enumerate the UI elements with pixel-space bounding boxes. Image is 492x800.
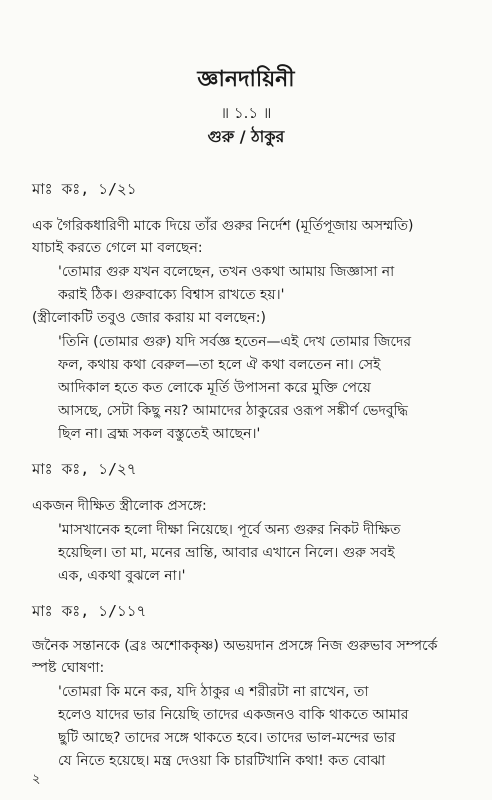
quote-line: ছুটি আছে? তাদের সঙ্গে থাকতে হবে। তাদের ভাল-মন্দের ভার bbox=[58, 730, 396, 746]
quote-line: 'তোমার গুরু যখন বলেছেন, তখন ওকথা আমায় জিজ্ঞাসা না bbox=[58, 264, 395, 280]
quote-line: করাই ঠিক। গুরুবাক্যে বিশ্বাস রাখতে হয়।' bbox=[58, 287, 285, 303]
text-line: এক গৈরিকধারিণী মাকে দিয়ে তাঁর গুরুর নির্দেশ (মূর্তিপূজায় অসম্মতি) bbox=[32, 218, 414, 234]
quote-line: যে নিতে হয়েছে। মন্ত্র দেওয়া কি চারটিখানি কথা! কত বোঝা bbox=[58, 753, 386, 769]
quote-line: এক, একথা বুঝলে না।' bbox=[58, 568, 186, 584]
text-line: (স্ত্রীলোকটি তবুও জোর করায় মা বলছেন:) bbox=[32, 310, 266, 326]
section-subtitle: গুরু / ঠাকুর bbox=[207, 127, 285, 146]
quote-line: ফল, কথায় কথা বেরুল—তা হলে ঐ কথা বলতেন না। সেই bbox=[58, 357, 381, 373]
reference-label: মাঃ কঃ, ১/২৭ bbox=[32, 460, 137, 478]
reference-label: মাঃ কঃ, ১/১১৭ bbox=[32, 602, 147, 620]
quote-line: ছিল না। ব্রহ্ম সকল বস্তুতেই আছেন।' bbox=[58, 426, 261, 442]
quote-line: 'তিনি (তোমার গুরু) যদি সর্বজ্ঞ হতেন—এই দেখ তোমার জিদের bbox=[58, 334, 412, 350]
quote-line: 'মাসখানেক হলো দীক্ষা নিয়েছে। পূর্বে অন্য গুরুর নিকট দীক্ষিত bbox=[58, 522, 401, 538]
page-title: জ্ঞানদায়িনী bbox=[197, 67, 295, 92]
text-line: যাচাই করতে গেলে মা বলছেন: bbox=[32, 240, 203, 256]
quote-line: 'তোমরা কি মনে কর, যদি ঠাকুর এ শরীরটা না রাখেন, তা bbox=[58, 684, 369, 700]
quote-line: হয়েছিল। তা মা, মনের ভ্রান্তি, আবার এখানে নিলে। গুরু সবই bbox=[58, 545, 395, 561]
text-line: একজন দীক্ষিত স্ত্রীলোক প্রসঙ্গে: bbox=[32, 498, 207, 514]
quote-line: আসছে, সেটা কিছু নয়? আমাদের ঠাকুরের ওরূপ সঙ্কীর্ণ ভেদবুদ্ধি bbox=[58, 403, 408, 419]
text-line: জনৈক সন্তানকে (ব্রঃ অশোককৃষ্ণ) অভয়দান প্রসঙ্গে নিজ গুরুভাব সম্পর্কে bbox=[32, 638, 438, 654]
text-line: স্পষ্ট ঘোষণা: bbox=[32, 660, 105, 676]
reference-label: মাঃ কঃ, ১/২১ bbox=[32, 180, 137, 198]
section-number: ॥ ১.১ ॥ bbox=[220, 104, 272, 122]
quote-line: হলেও যাদের ভার নিয়েছি তাদের একজনও বাকি থাকতে আমার bbox=[58, 707, 409, 723]
quote-line: আদিকাল হতে কত লোকে মূর্তি উপাসনা করে মুক্তি পেয়ে bbox=[58, 380, 371, 396]
page-number: ২ bbox=[32, 772, 41, 787]
